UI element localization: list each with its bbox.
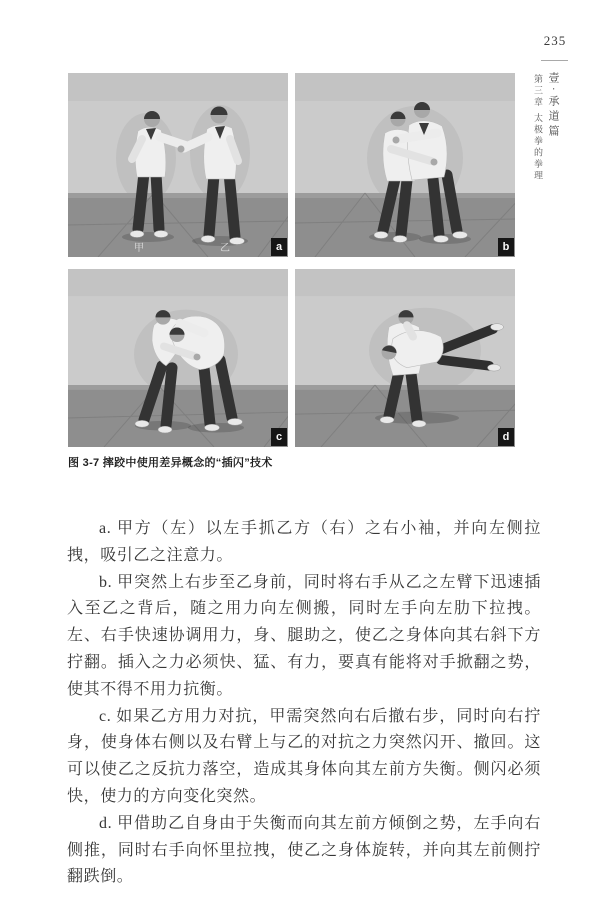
wrestling-photo-d — [295, 269, 515, 447]
paragraph-c: c. 如果乙方用力对抗，甲需突然向右后撤右步，同时向右拧身，使身体右侧以及右臂上与乙的对抗之力突然闪开、撤回。这可以使乙之反抗力落空，造成其身体向其左前方失衡。侧闪必须快，使力的方向变化突然。 — [67, 707, 541, 805]
figure-photo-grid — [68, 73, 515, 447]
paragraph-a: a. 甲方（左）以左手抓乙方（右）之右小袖，并向左侧拉拽，吸引乙之注意力。 — [67, 520, 541, 564]
photo-label-b: b — [498, 238, 514, 256]
part-title: 壹·承道篇 — [547, 72, 559, 140]
photo-a — [68, 73, 288, 257]
paragraph-d: d. 甲借助乙自身由于失衡而向其左前方倾倒之势，左手向右侧推，同时右手向怀里拉拽，使乙之身体旋转，并向其左前侧拧翻跌倒。 — [67, 814, 541, 886]
photo-c — [68, 269, 288, 447]
photo-b — [295, 73, 515, 257]
margin-chapter-header — [532, 72, 561, 242]
photo-label-d: d — [498, 428, 514, 446]
photo-d — [295, 269, 515, 447]
page-number: 235 — [543, 33, 567, 48]
mat — [295, 385, 515, 447]
wrestling-photo-a — [68, 73, 288, 257]
person-label-jia: 甲 — [134, 243, 145, 254]
photo-label-c: c — [271, 428, 287, 446]
wrestling-photo-b — [295, 73, 515, 257]
body-text — [67, 516, 541, 891]
figure-caption: 图 3-7 摔跤中使用差异概念的“插闪”技术 — [68, 457, 273, 469]
person-label-yi: 乙 — [220, 243, 231, 254]
wall — [68, 73, 288, 203]
wrestling-photo-c — [68, 269, 288, 447]
paragraph-b: b. 甲突然上右步至乙身前，同时将右手从乙之左臂下迅速插入至乙之背后，随之用力向左侧搬，同时左手向左肋下拉拽。左、右手快速协调用力，身、腿助之，使乙之身体向其右斜下方拧翻。插入之力必须快、猛、有力，要真有能将对手掀翻之势，使其不得不用力抗衡。 — [67, 573, 541, 698]
page-number-rule — [541, 60, 568, 61]
chapter-title: 第三章 太极拳的拳理 — [533, 74, 543, 183]
mat — [68, 385, 288, 447]
mat — [68, 193, 288, 257]
photo-label-a: a — [271, 238, 287, 256]
